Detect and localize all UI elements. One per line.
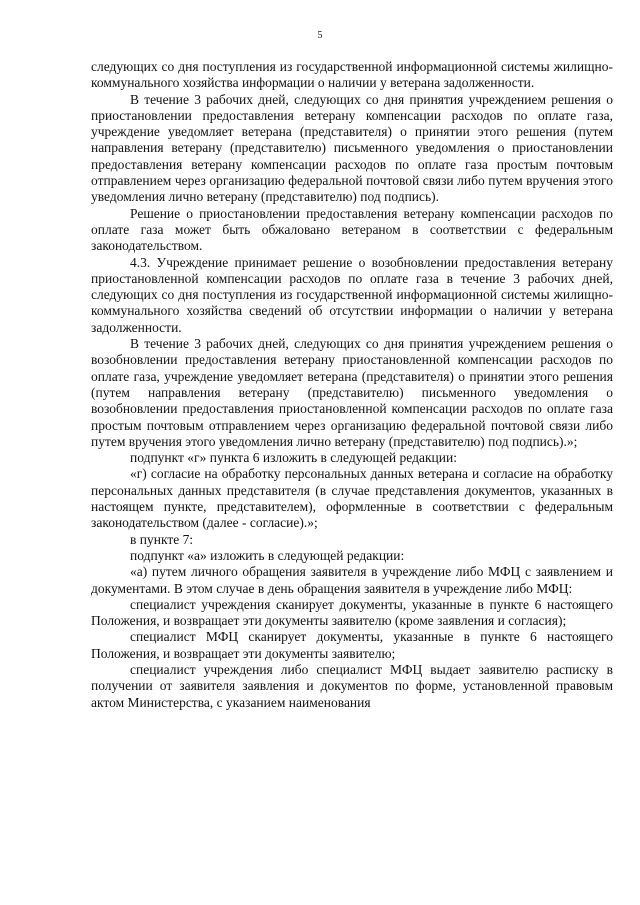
- paragraph-subpoint-a-intro: подпункт «а» изложить в следующей редакции:: [130, 547, 405, 563]
- paragraph-resumption-notice: В течение 3 рабочих дней, следующих со дня принятия учреждением решения о возобновлении предоставления ветерану приостановленной компенсации расходов по оплате газа, учреждение уведомляет ветерана (представителя) о принятии этого решения (путем направления ветерану (представителю) письменного уведомления о возобновлении предоставления приостановленной компенсации расходов по оплате газа простым почтовым отправлением через организацию федеральной почтовой связи либо путем вручения этого уведомления лично ветерану (представителю) под подпись).»;: [91, 336, 613, 449]
- page-number: 5: [317, 30, 323, 41]
- paragraph-appeal: Решение о приостановлении предоставления ветерану компенсации расходов по оплате газа может быть обжаловано ветераном в соответствии с федеральным законодательством.: [91, 205, 613, 254]
- paragraph-institution-specialist: специалист учреждения сканирует документы, указанные в пункте 6 настоящего Положения, и возвращает эти документы заявителю (кроме заявления и согласия);: [91, 596, 613, 629]
- paragraph-point-7: в пункте 7:: [130, 531, 194, 547]
- paragraph-receipt: специалист учреждения либо специалист МФЦ выдает заявителю расписку в получении от заявителя заявления и документов по форме, установленной правовым актом Министерства, с указанием наименования: [91, 661, 613, 710]
- paragraph-subpoint-g: «г) согласие на обработку персональных данных ветерана и согласие на обработку персональных данных представителя (в случае представления документов, указанных в настоящем пункте, представителем), оформленные в соответствии с федеральным законодательством (далее - согласие).»;: [91, 466, 613, 531]
- paragraph-continuation: следующих со дня поступления из государственной информационной системы жилищно-коммунального хозяйства информации о наличии у ветерана задолженности.: [91, 59, 613, 91]
- paragraph-mfc-specialist: специалист МФЦ сканирует документы, указанные в пункте 6 настоящего Положения, и возвращает эти документы заявителю;: [91, 629, 613, 661]
- paragraph-suspension-notice: В течение 3 рабочих дней, следующих со дня принятия учреждением решения о приостановлении предоставления ветерану компенсации расходов по оплате газа, учреждение уведомляет ветерана (представителя) о принятии этого решения (путем направления ветерану (представителю) письменного уведомления о приостановлении предоставления ветерану компенсации расходов по оплате газа простым почтовым отправлением через организацию федеральной почтовой связи либо путем вручения этого уведомления лично ветерану (представителю) под подпись).: [91, 91, 613, 205]
- paragraph-4-3: 4.3. Учреждение принимает решение о возобновлении предоставления ветерану приостановленной компенсации расходов по оплате газа в течение 3 рабочих дней, следующих со дня поступления из государственной информационной системы жилищно-коммунального хозяйства сведений об отсутствии информации о наличии у ветерана задолженности.: [91, 254, 613, 335]
- paragraph-subpoint-a: «а) путем личного обращения заявителя в учреждение либо МФЦ с заявлением и документами. В этом случае в день обращения заявителя в учреждение либо МФЦ:: [91, 564, 613, 596]
- document-body: [91, 59, 613, 711]
- paragraph-subpoint-g-intro: подпункт «г» пункта 6 изложить в следующей редакции:: [130, 450, 457, 466]
